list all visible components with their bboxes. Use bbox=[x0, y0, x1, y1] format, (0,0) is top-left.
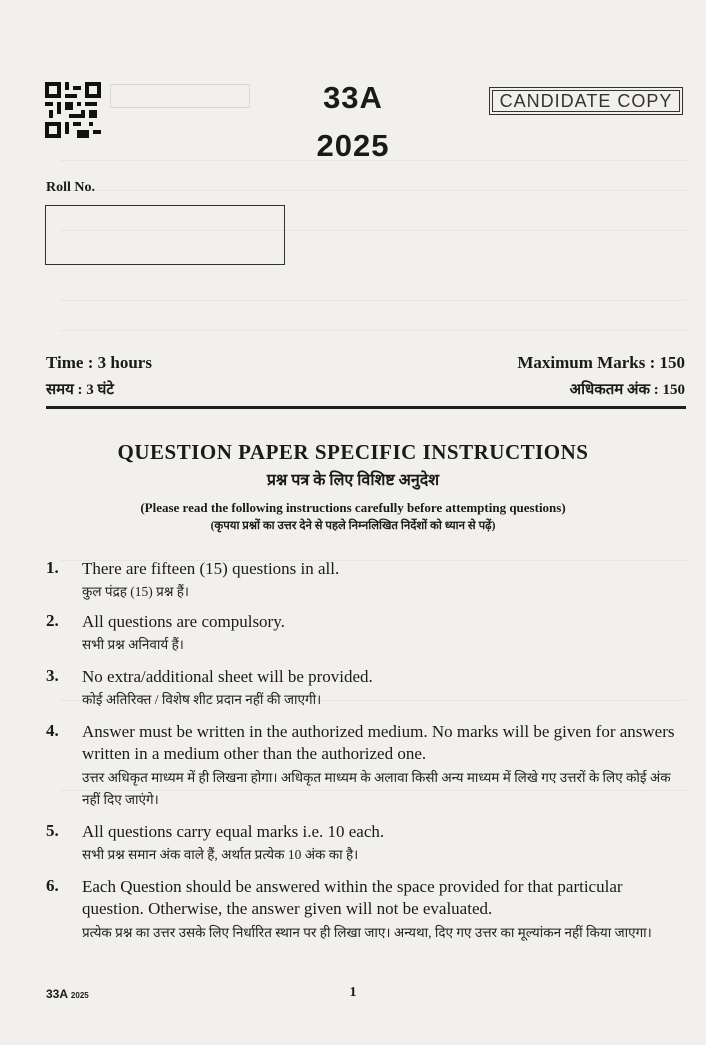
candidate-copy-stamp bbox=[489, 87, 683, 115]
instruction-text-en: There are fifteen (15) questions in all. bbox=[82, 559, 340, 578]
candidate-copy-label: CANDIDATE COPY bbox=[492, 90, 680, 112]
instruction-number: 2. bbox=[46, 611, 59, 630]
roll-number-box[interactable] bbox=[45, 205, 285, 265]
instructions-note-en: (Please read the following instructions carefully before attempting questions) bbox=[140, 500, 566, 515]
instructions-heading-hi: प्रश्न पत्र के लिए विशिष्ट अनुदेश bbox=[266, 472, 440, 489]
instruction-text-hi: कुल पंद्रह (15) प्रश्न हैं। bbox=[82, 584, 190, 599]
instructions-heading-en: QUESTION PAPER SPECIFIC INSTRUCTIONS bbox=[117, 440, 589, 464]
time-allowed-en: Time : 3 hours bbox=[46, 353, 152, 372]
footer-code-year: 2025 bbox=[70, 991, 89, 1000]
paper-code: 33A bbox=[323, 80, 383, 115]
instruction-number: 6. bbox=[46, 876, 59, 895]
maximum-marks-en: Maximum Marks : 150 bbox=[517, 353, 685, 372]
instruction-number: 4. bbox=[46, 721, 59, 740]
roll-number-label: Roll No. bbox=[46, 180, 95, 195]
instruction-text-hi: सभी प्रश्न अनिवार्य हैं। bbox=[82, 637, 184, 652]
instruction-text-en: No extra/additional sheet will be provided. bbox=[82, 667, 373, 686]
header-divider bbox=[46, 406, 686, 409]
instruction-text-en: All questions carry equal marks i.e. 10 each. bbox=[82, 822, 385, 841]
instruction-text-hi: उत्तर अधिकृत माध्यम में ही लिखना होगा। अधिकृत माध्यम के अलावा किसी अन्य माध्यम में लिखे गए उत्तरों के लिए कोई अंक नहीं दिए जाएंगे। bbox=[82, 770, 671, 807]
instruction-number: 1. bbox=[46, 558, 59, 577]
show-through-line bbox=[60, 300, 686, 301]
instructions-note-hi: (कृपया प्रश्नों का उत्तर देने से पहले निम्नलिखित निर्देशों को ध्यान से पढ़ें) bbox=[210, 520, 496, 532]
instruction-text-hi: सभी प्रश्न समान अंक वाले हैं, अर्थात प्रत्येक 10 अंक का है। bbox=[82, 847, 359, 862]
instruction-number: 5. bbox=[46, 821, 59, 840]
instruction-text-en: Answer must be written in the authorized medium. No marks will be given for answers written in a medium other than the authorized one. bbox=[82, 722, 675, 763]
instruction-text-en: All questions are compulsory. bbox=[82, 612, 285, 631]
footer-code-text: 33A bbox=[46, 987, 68, 1001]
show-through-line bbox=[60, 190, 686, 191]
maximum-marks-hi: अधिकतम अंक : 150 bbox=[569, 382, 685, 398]
instruction-text-hi: प्रत्येक प्रश्न का उत्तर उसके लिए निर्धारित स्थान पर ही लिखा जाए। अन्यथा, दिए गए उत्तर का मूल्यांकन नहीं किया जाएगा। bbox=[82, 925, 652, 940]
instruction-text-hi: कोई अतिरिक्त / विशेष शीट प्रदान नहीं की जाएगी। bbox=[82, 692, 322, 707]
page-number: 1 bbox=[349, 985, 357, 1000]
exam-year: 2025 bbox=[316, 128, 390, 163]
show-through-line bbox=[60, 330, 686, 331]
instruction-number: 3. bbox=[46, 666, 59, 685]
time-allowed-hi: समय : 3 घंटे bbox=[46, 382, 114, 398]
instruction-text-en: Each Question should be answered within the space provided for that particular question. Otherwise, the answer given will not be evaluated. bbox=[82, 877, 623, 918]
